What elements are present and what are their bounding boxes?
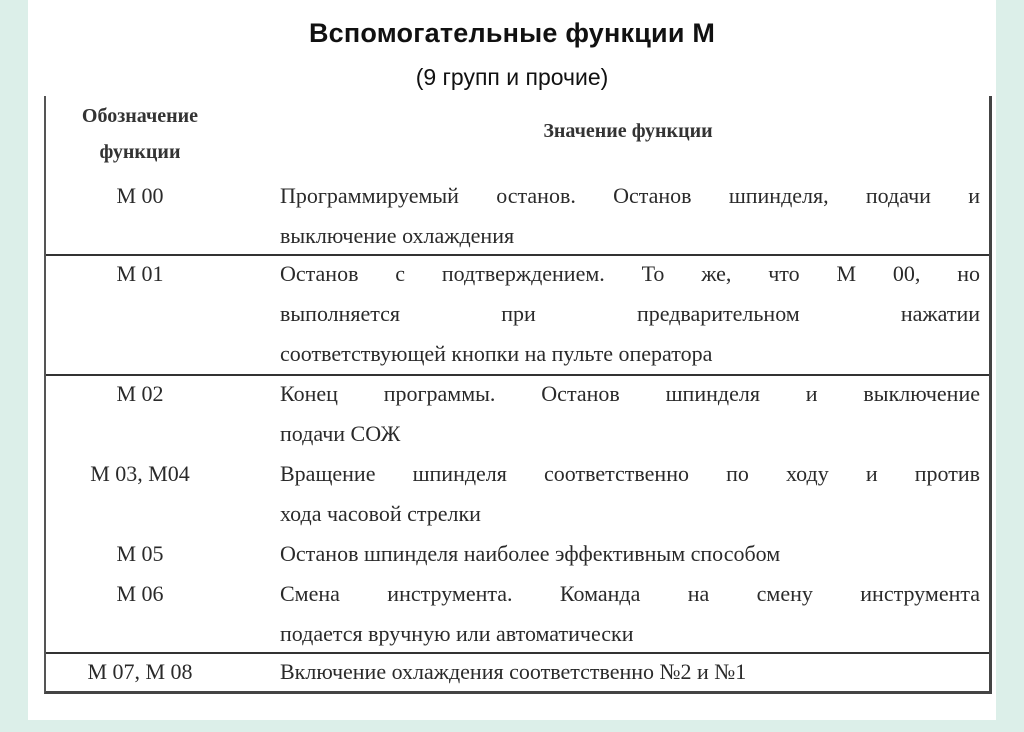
slide-subtitle: (9 групп и прочие) [415, 64, 609, 90]
row-code: М 07, М 08 [87, 659, 193, 684]
description-line: Включение охлаждения соответственно №2 и №1 [280, 659, 747, 684]
description-line: выключение охлаждения [280, 223, 515, 248]
header-code-line1: Обозначение [81, 105, 199, 127]
description-line: Вращение шпинделя соответственно по ходу и против [280, 461, 980, 486]
row-code: М 03, М04 [90, 461, 190, 486]
description-line: соответствующей кнопки на пульте оператора [280, 341, 713, 366]
row-code: М 05 [116, 541, 164, 566]
description-line: хода часовой стрелки [280, 501, 481, 526]
row-description [280, 454, 980, 534]
header-code [46, 98, 234, 170]
row-description [280, 254, 980, 374]
row-code: М 06 [116, 581, 164, 606]
description-line: Программируемый останов. Останов шпинделя, подачи и [280, 183, 980, 208]
header-meaning: Значение функции [543, 120, 713, 142]
row-description [280, 534, 980, 574]
slide-title: Вспомогательные функции М [308, 18, 716, 48]
row-code: М 02 [116, 381, 164, 406]
description-line: Конец программы. Останов шпинделя и выключение [280, 381, 980, 406]
row-code: М 01 [116, 261, 164, 286]
row-description [280, 574, 980, 654]
description-line: Смена инструмента. Команда на смену инструмента [280, 581, 980, 606]
description-line: Останов шпинделя наиболее эффективным способом [280, 541, 781, 566]
m-functions-table [44, 96, 992, 694]
row-code: М 00 [116, 183, 164, 208]
row-description [280, 652, 980, 692]
description-line: выполняется при предварительном нажатии [280, 301, 980, 326]
row-description [280, 374, 980, 454]
description-line: подается вручную или автоматически [280, 621, 634, 646]
description-line: подачи СОЖ [280, 421, 401, 446]
description-line: Останов с подтверждением. То же, что М 00, но [280, 261, 980, 286]
row-description [280, 176, 980, 256]
header-code-line2: функции [99, 141, 181, 163]
